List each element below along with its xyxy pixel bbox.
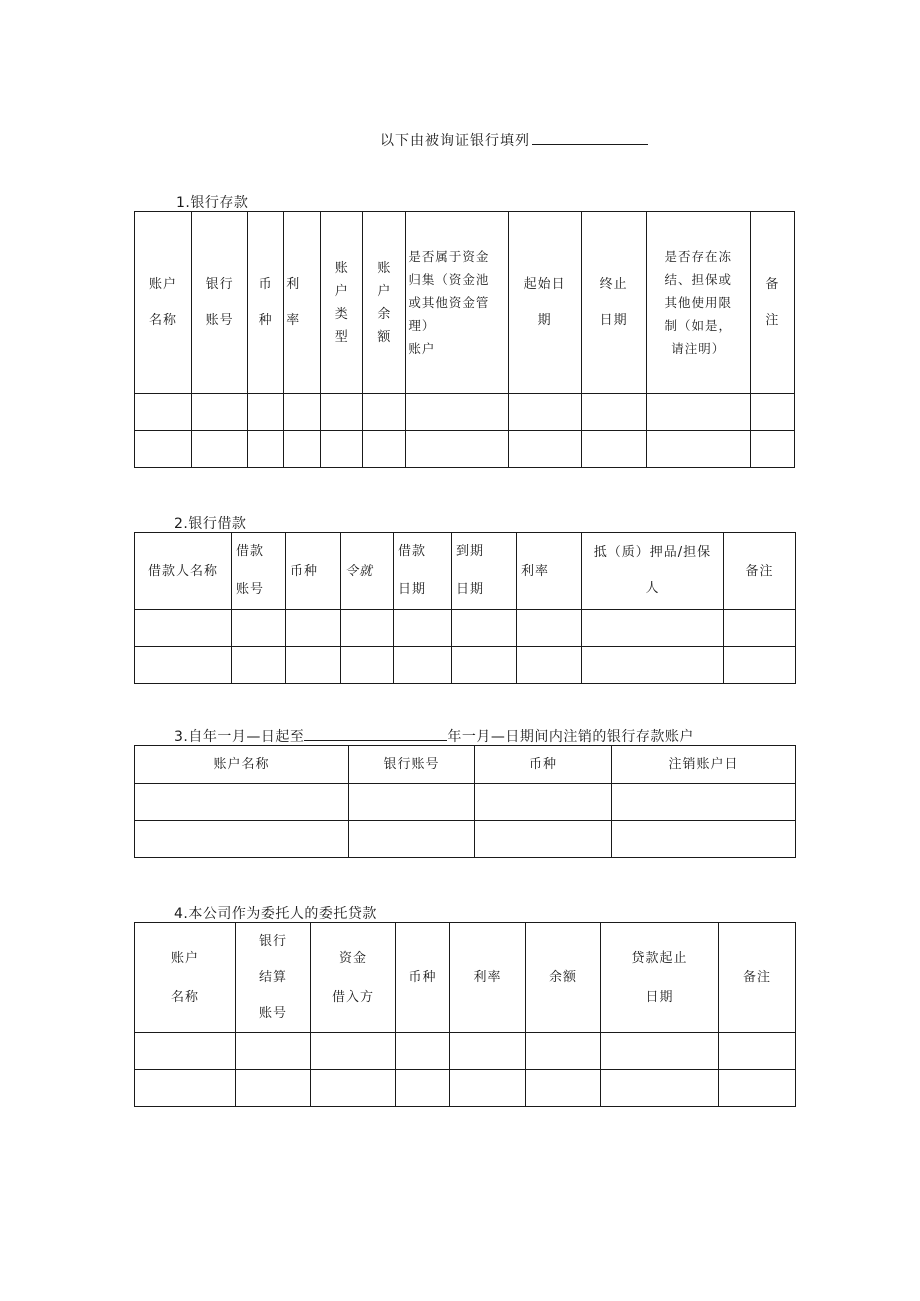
table-cell[interactable] [394, 610, 452, 647]
bank-name-blank[interactable] [532, 130, 648, 145]
table-cell[interactable] [321, 431, 363, 468]
table-row [135, 647, 796, 684]
table-cell[interactable] [135, 647, 232, 684]
table-cell[interactable] [236, 1070, 311, 1107]
table-cell[interactable] [719, 1033, 796, 1070]
header-cell: 账户 名称 [135, 212, 192, 394]
table-cell[interactable] [192, 431, 248, 468]
section-4-title: 4.本公司作为委托人的委托贷款 [174, 906, 377, 922]
table-cell[interactable] [311, 1033, 396, 1070]
header-cell: 注销账户日 [612, 746, 796, 784]
header-cell: 账户 名称 [135, 923, 236, 1033]
table-cell[interactable] [750, 431, 794, 468]
header-cell: 借款人名称 [135, 533, 232, 610]
table-cell[interactable] [341, 647, 394, 684]
table-cell[interactable] [232, 610, 286, 647]
section-3-title-end: 年一月—日期间内注销的银行存款账户 [447, 729, 694, 745]
page-title-text: 以下由被询证银行填列 [380, 133, 530, 149]
table-cell[interactable] [248, 394, 284, 431]
header-cell: 备 注 [750, 212, 794, 394]
table-cell[interactable] [135, 394, 192, 431]
table-row [135, 431, 795, 468]
table-cell[interactable] [452, 610, 517, 647]
header-cell: 借款 日期 [394, 533, 452, 610]
table-cell[interactable] [526, 1033, 601, 1070]
table-cell[interactable] [724, 610, 796, 647]
table-cell[interactable] [406, 394, 508, 431]
table-cell[interactable] [248, 431, 284, 468]
table-cell[interactable] [612, 784, 796, 821]
table-cell[interactable] [396, 1070, 450, 1107]
table-cell[interactable] [517, 610, 582, 647]
header-cell: 令就 [341, 533, 394, 610]
table-row [135, 784, 796, 821]
table-cell[interactable] [582, 647, 724, 684]
table-header-row [135, 923, 796, 1033]
table-header-row [135, 533, 796, 610]
header-cell: 币种 [475, 746, 612, 784]
entrusted-loan-table [134, 922, 796, 1107]
section-1-title: 1.银行存款 [176, 195, 249, 211]
table-cell[interactable] [349, 784, 475, 821]
header-cell: 利 率 [284, 212, 321, 394]
table-cell[interactable] [135, 1033, 236, 1070]
table-cell[interactable] [135, 821, 349, 858]
table-cell[interactable] [135, 610, 232, 647]
table-cell[interactable] [394, 647, 452, 684]
table-cell[interactable] [724, 647, 796, 684]
header-cell: 币种 [286, 533, 341, 610]
table-cell[interactable] [232, 647, 286, 684]
header-cell: 币种 [396, 923, 450, 1033]
table-cell[interactable] [135, 784, 349, 821]
header-cell: 账 户 余 额 [363, 212, 406, 394]
header-cell: 备注 [724, 533, 796, 610]
header-cell: 利率 [450, 923, 526, 1033]
closed-accounts-table [134, 745, 796, 858]
table-cell[interactable] [526, 1070, 601, 1107]
header-cell: 账户名称 [135, 746, 349, 784]
table-cell[interactable] [236, 1033, 311, 1070]
table-header-row [135, 746, 796, 784]
table-cell[interactable] [582, 610, 724, 647]
header-cell: 账 户 类 型 [321, 212, 363, 394]
section-3-title-start: 3.自年一月—日起至 [174, 729, 305, 745]
header-cell: 贷款起止 日期 [601, 923, 719, 1033]
bank-loan-table [134, 532, 796, 684]
header-cell: 余额 [526, 923, 601, 1033]
header-cell: 起始日 期 [508, 212, 581, 394]
table-row [135, 394, 795, 431]
table-cell[interactable] [349, 821, 475, 858]
table-cell[interactable] [192, 394, 248, 431]
header-cell: 到期 日期 [452, 533, 517, 610]
table-cell[interactable] [612, 821, 796, 858]
table-row [135, 1033, 796, 1070]
table-cell[interactable] [363, 394, 406, 431]
table-row [135, 821, 796, 858]
header-cell: 利率 [517, 533, 582, 610]
table-cell[interactable] [363, 431, 406, 468]
table-cell[interactable] [508, 431, 581, 468]
table-cell[interactable] [135, 431, 192, 468]
table-cell[interactable] [581, 431, 646, 468]
table-cell[interactable] [396, 1033, 450, 1070]
table-cell[interactable] [284, 431, 321, 468]
header-cell: 是否属于资金 归集（资金池 或其他资金管 理） 账户 [406, 212, 508, 394]
table-cell[interactable] [646, 394, 750, 431]
table-cell[interactable] [284, 394, 321, 431]
table-cell[interactable] [475, 784, 612, 821]
table-cell[interactable] [341, 610, 394, 647]
table-cell[interactable] [646, 431, 750, 468]
table-cell[interactable] [517, 647, 582, 684]
page-title [380, 130, 648, 150]
table-cell[interactable] [311, 1070, 396, 1107]
table-cell[interactable] [750, 394, 794, 431]
table-cell[interactable] [321, 394, 363, 431]
section-3-title [174, 726, 694, 746]
header-cell: 币 种 [248, 212, 284, 394]
table-cell[interactable] [601, 1070, 719, 1107]
header-cell: 抵（质）押品/担保 人 [582, 533, 724, 610]
table-cell[interactable] [601, 1033, 719, 1070]
table-cell[interactable] [719, 1070, 796, 1107]
table-cell[interactable] [286, 610, 341, 647]
header-cell: 银行账号 [349, 746, 475, 784]
table-cell[interactable] [286, 647, 341, 684]
table-cell[interactable] [452, 647, 517, 684]
header-cell: 银行 结算 账号 [236, 923, 311, 1033]
table-cell[interactable] [450, 1070, 526, 1107]
table-cell[interactable] [135, 1070, 236, 1107]
table-cell[interactable] [581, 394, 646, 431]
bank-deposit-table [134, 211, 795, 468]
header-cell: 终止 日期 [581, 212, 646, 394]
table-cell[interactable] [508, 394, 581, 431]
header-cell: 备注 [719, 923, 796, 1033]
table-header-row [135, 212, 795, 394]
header-cell: 银行 账号 [192, 212, 248, 394]
table-cell[interactable] [450, 1033, 526, 1070]
date-range-blank[interactable] [304, 726, 447, 741]
header-cell: 借款 账号 [232, 533, 286, 610]
table-cell[interactable] [475, 821, 612, 858]
section-2-title: 2.银行借款 [174, 516, 247, 532]
table-row [135, 1070, 796, 1107]
header-cell: 是否存在冻 结、担保或 其他使用限 制（如是， 请注明） [646, 212, 750, 394]
table-row [135, 610, 796, 647]
header-cell: 资金 借入方 [311, 923, 396, 1033]
table-cell[interactable] [406, 431, 508, 468]
